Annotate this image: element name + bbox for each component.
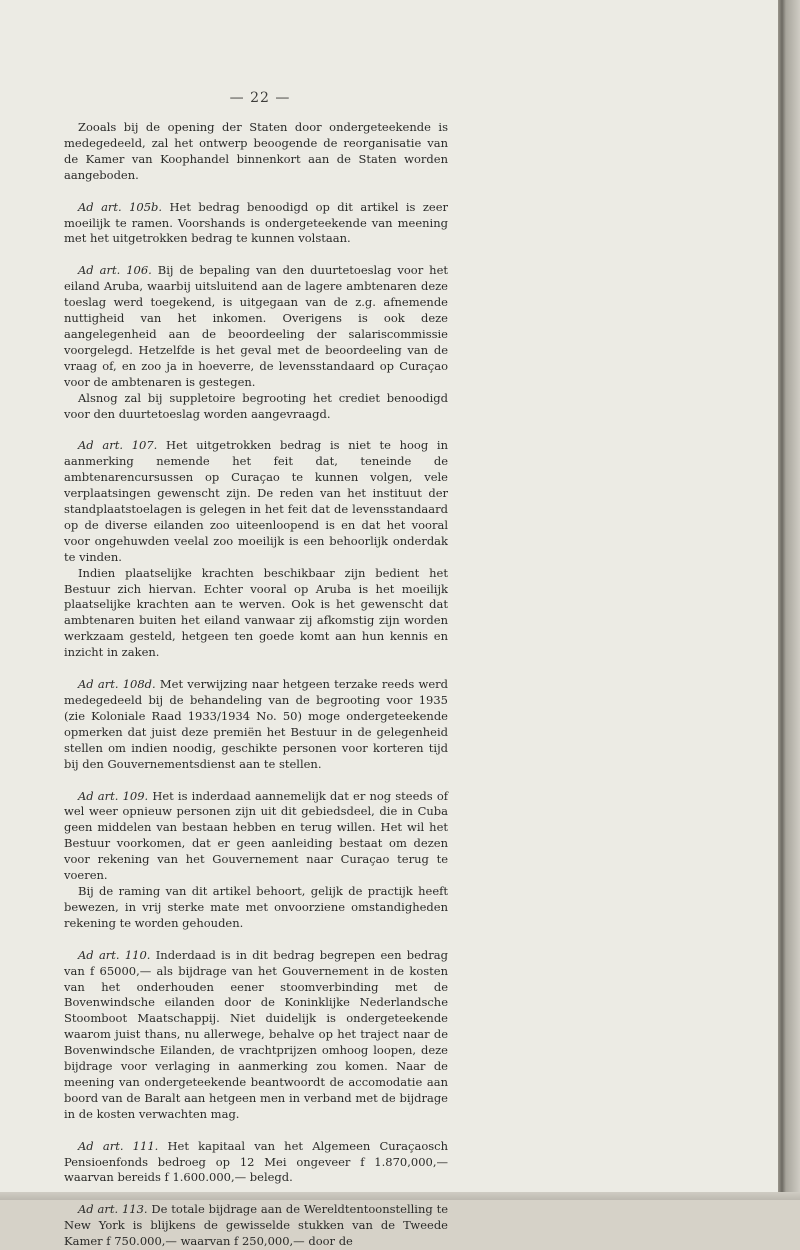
article-label: Ad art. 113. bbox=[78, 1202, 148, 1217]
paragraph: Ad art. 107. Het uitgetrokken bedrag is niet te hoog in aanmerking nemende het feit dat, teneinde de ambtenarencursussen op Curaçao te kunnen volgen, vele verplaatsingen gewenscht zijn. De reden van het instituut der standplaatstoelagen is gelegen in het feit dat de levensstandaard op de diverse eilanden zoo uiteenloopend is en dat het vooral voor ongehuwden veelal zoo moeilijk is een behoorlijk onderdak te vinden. bbox=[64, 438, 449, 564]
paragraph: Ad art. 108d. Met verwijzing naar hetgeen terzake reeds werd medegedeeld bij de behandeling van de begrooting voor 1935 (zie Koloniale Raad 1933/1934 No. 50) moge ondergeteekende opmerken dat juist deze premiën het Bestuur in de gelegenheid stellen om indien noodig, geschikte personen voor korteren tijd bij den Gouvernementsdienst aan te stellen. bbox=[64, 677, 448, 771]
article-label: Ad art. 110. bbox=[78, 947, 151, 962]
paragraph: Ad art. 105b. Het bedrag benoodigd op dit artikel is zeer moeilijk te ramen. Voorshands is ondergeteekende van meening met het uitgetrokken bedrag te kunnen volstaan. bbox=[64, 199, 448, 246]
paragraph: Ad art. 110. Inderdaad is in dit bedrag begrepen een bedrag van f 65000,— als bijdrage van het Gouvernement in de kosten van het onderhouden eener stoomverbinding met de Bovenwindsche eilanden door de Koninklijke Nederlandsche Stoomboot Maatschappij. Niet duidelijk is ondergeteekende waarom juist thans, nu allerwege, behalve op het traject naar de Bovenwindsche Eilanden, de vrachtprijzen omhoog loopen, deze bijdrage voor verlaging in aanmerking zou komen. Naar de meening van ondergeteekende beantwoordt de accomodatie aan boord van de Baralt aan hetgeen men in verband met de bijdrage in de kosten verwachten mag. bbox=[64, 947, 448, 1121]
paragraph: Alsnog zal bij suppletoire begrooting het crediet benoodigd voor den duurtetoeslag worden aangevraagd. bbox=[64, 390, 448, 421]
page-binding-edge bbox=[778, 0, 800, 1200]
paragraph: Ad art. 106. Bij de bepaling van den duurtetoeslag voor het eiland Aruba, waarbij uitsluitend aan de lagere ambtenaren deze toeslag werd toegekend, is uitgegaan van de z.g. afnemende nuttigheid van het inkomen. Overigens is ook deze aangelegenheid aan de beoordeeling der salariscommissie voorgelegd. Hetzelfde is het geval met de beoordeeling van de vraag of, en zoo ja in hoeverre, de levensstandaard op Curaçao voor de ambtenaren is gestegen. bbox=[64, 263, 448, 389]
article-label: Ad art. 105b. bbox=[78, 199, 163, 214]
paragraph: Indien plaatselijke krachten beschikbaar zijn bedient het Bestuur zich hiervan. Echter vooral op Aruba is het moeilijk plaatselijke krachten aan te werven. Ook is het gewenscht dat ambtenaren buiten het eiland vanwaar zij afkomstig zijn worden werkzaam gesteld, hetgeen ten goede komt aan hun kennis en inzicht in zaken. bbox=[64, 565, 448, 660]
page-number: — 22 — bbox=[229, 90, 291, 106]
article-label: Ad art. 109. bbox=[78, 788, 149, 803]
paragraph: Bij de raming van dit artikel behoort, gelijk de practijk heeft bewezen, in vrij sterke mate met onvoorziene omstandigheden rekening te worden gehouden. bbox=[64, 883, 448, 930]
paragraph: Ad art. 109. Het is inderdaad aannemelijk dat er nog steeds of wel weer opnieuw personen zijn uit dit gebiedsdeel, die in Cuba geen middelen van bestaan hebben en terug willen. Het wil het Bestuur voorkomen, dat er geen aanleiding bestaat om dezen voor rekening van het Gouvernement naar Curaçao terug te voeren. bbox=[64, 788, 448, 883]
paragraph: Zooals bij de opening der Staten door ondergeteekende is medegedeeld, zal het ontwerp beoogende de reorganisatie van de Kamer van Koophandel binnenkort aan de Staten worden aangeboden. bbox=[64, 120, 448, 182]
paragraph: Ad art. 113. De totale bijdrage aan de Wereldtentoonstelling te New York is blijkens de gewisselde stukken van de Tweede Kamer f 750.000,— waarvan f 250,000,— door de bbox=[64, 1202, 449, 1249]
article-label: Ad art. 111. bbox=[78, 1138, 159, 1153]
article-label: Ad art. 107. bbox=[78, 438, 158, 453]
page-bottom-edge bbox=[0, 1192, 800, 1200]
article-label: Ad art. 108d. bbox=[78, 677, 156, 692]
paragraph: Ad art. 111. Het kapitaal van het Algemeen Curaçaosch Pensioenfonds bedroeg op 12 Mei ongeveer f 1.870,000,— waarvan bereids f 1.600.000,— belegd. bbox=[64, 1138, 448, 1185]
article-label: Ad art. 106. bbox=[78, 263, 152, 278]
body-text bbox=[64, 120, 448, 1250]
